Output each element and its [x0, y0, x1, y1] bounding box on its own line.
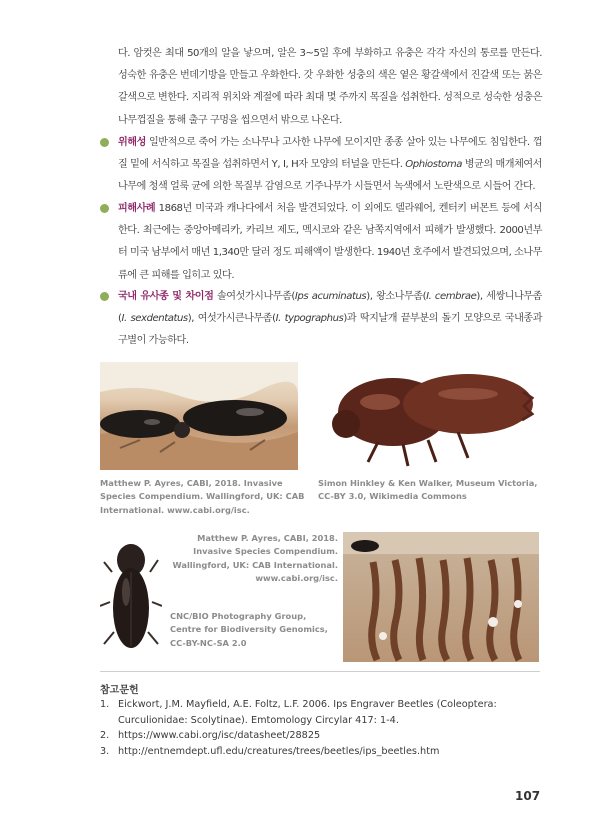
beetle-dorsal-photo	[100, 532, 162, 662]
bullet-dot-icon	[100, 138, 109, 147]
beetle-on-bark-photo	[100, 362, 298, 470]
page-number: 107	[515, 789, 541, 803]
photo-credit-caption: Matthew P. Ayres, CABI, 2018. Invasive Species Compendium. Wallingford, UK: CAB International. www.cabi.org/isc.	[172, 533, 338, 584]
bullet-similar-species	[100, 286, 542, 353]
bullet-text: 위해성 일반적으로 죽어 가는 소나무나 고사한 나무에 모이지만 종종 살아 있는 나무에도 침입한다. 껍질 밑에 서식하고 목질을 섭취하면서 Y, I, H자 모양의 터널을 만든다. Ophiostoma 병균의 매개체여서 나무에 청색 얼룩 균에 의한 목질부 감염으로 기주나무가 시들면서 녹색에서 노란색으로 시들어 간다.	[118, 137, 543, 193]
gallery-tunnels-photo	[343, 532, 539, 662]
bullet-text: 피해사례 1868년 미국과 캐나다에서 처음 발견되었다. 이 외에도 델라웨어, 켄터키 버몬트 등에 서식한다. 최근에는 중앙아메리카, 카리브 제도, 멕시코와 같은 남쪽지역에서 피해가 발생했다. 2000년부터 미국 남부에서 매년 1,340만 달러 정도 피해액이 발생한다. 1940년 호주에서 발견되었으며, 소나무류에 큰 피해를 입히고 있다.	[118, 203, 542, 281]
reference-item: 3. http://entnemdept.ufl.edu/creatures/trees/beetles/ips_beetles.htm	[100, 745, 440, 757]
body-paragraph: 다. 암컷은 최대 50개의 알을 낳으며, 알은 3~5일 후에 부화하고 유충은 각각 자신의 통로를 만든다. 성숙한 유충은 번데기방을 만들고 우화한다. 갓 우화한 성충의 색은 옅은 황갈색에서 진갈색 또는 붉은 갈색으로 변한다. 지리적 위치와 계절에 따라 최대 몇 주까지 목질을 섭취한다. 성적으로 성숙한 성충은 나무껍질을 통해 출구 구멍을 씹으면서 밖으로 나온다.	[118, 48, 542, 126]
beetle-side-view-photo	[318, 362, 538, 470]
reference-item: 2. https://www.cabi.org/isc/datasheet/28825	[100, 730, 321, 742]
bullet-heading: 국내 유사종 및 차이점	[118, 291, 214, 302]
bullet-heading: 피해사례	[118, 203, 156, 214]
photo-credit-caption: Simon Hinkley & Ken Walker, Museum Victoria, CC-BY 3.0, Wikimedia Commons	[318, 478, 538, 502]
bullet-dot-icon	[100, 292, 109, 301]
bullet-dot-icon	[100, 204, 109, 213]
bullet-text: 국내 유사종 및 차이점 솔여섯가시나무좀(Ips acuminatus), 왕소나무좀(I. cembrae), 세쌍니나무좀(I. sexdentatus), 여섯가시큰나무좀(I. typographus)과 딱지날개 끝부분의 돌기 모양으로 국내종과 구별이 가능하다.	[118, 291, 543, 347]
photo-credit-caption: Matthew P. Ayres, CABI, 2018. Invasive Species Compendium. Wallingford, UK: CAB International. www.cabi.org/isc.	[100, 478, 305, 515]
references-list	[100, 697, 540, 759]
bullet-heading: 위해성	[118, 137, 146, 148]
bullet-damage-cases	[100, 198, 542, 287]
bullet-harmfulness	[100, 132, 542, 199]
photo-credit-caption: CNC/BIO Photography Group, Centre for Biodiversity Genomics, CC-BY-NC-SA 2.0	[170, 611, 328, 648]
reference-item: 1. Eickwort, J.M. Mayfield, A.E. Foltz, L.F. 2006. Ips Engraver Beetles (Coleoptera: Curculionidae: Scolytinae). Emtomology Circylar 417: 1-4.	[100, 699, 497, 726]
references-title: 참고문헌	[100, 685, 139, 696]
divider	[100, 671, 540, 672]
